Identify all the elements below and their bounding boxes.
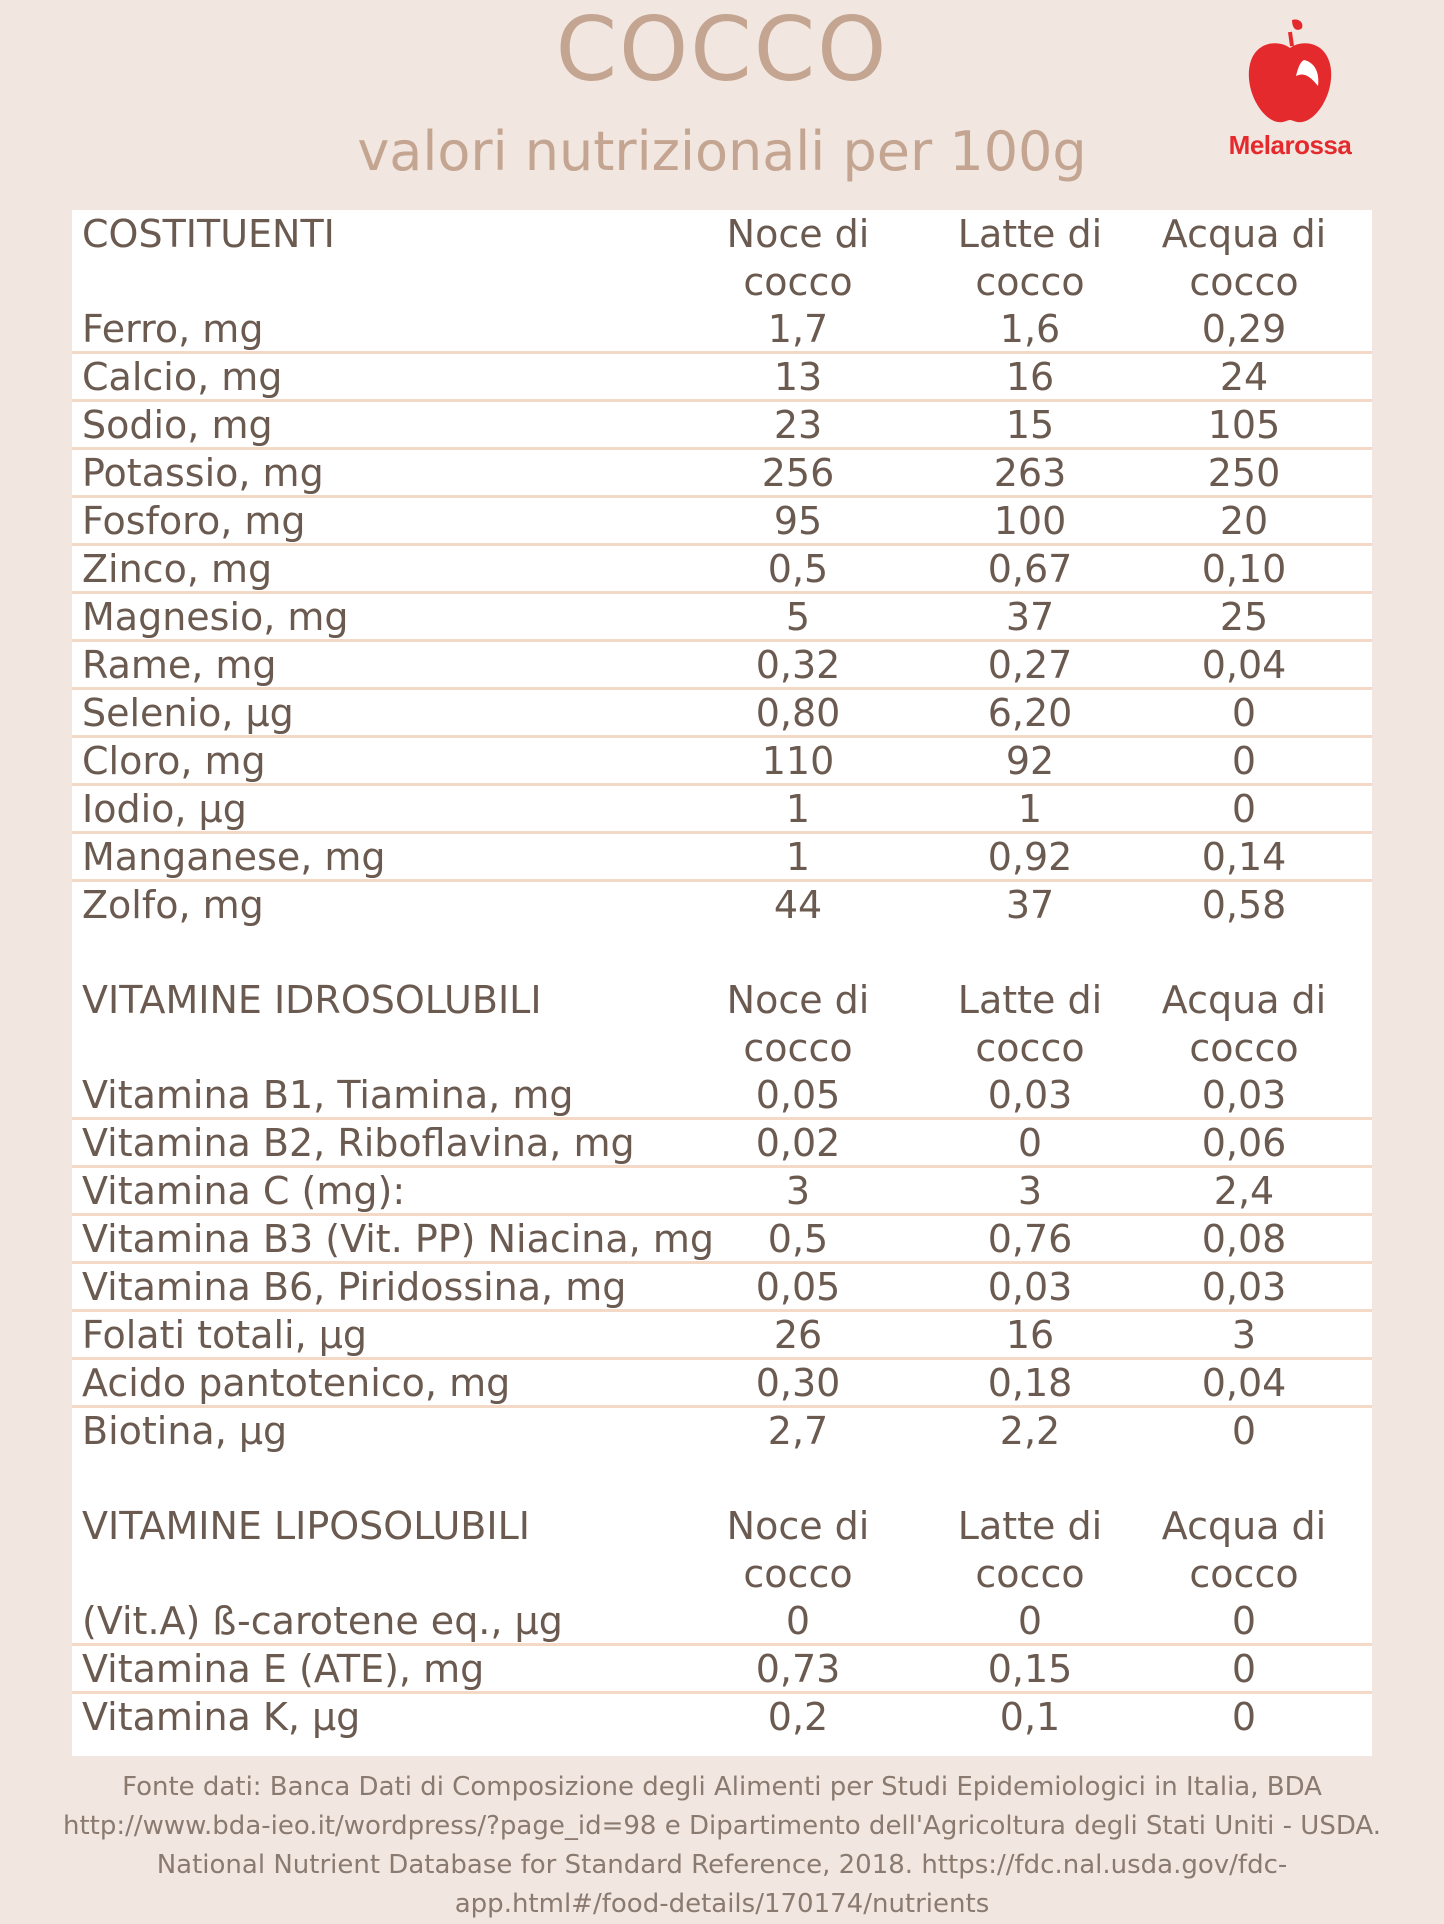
- table-row: [72, 786, 1372, 834]
- row-value: 13: [773, 355, 823, 399]
- row-label: Vitamina B6, Piridossina, mg: [82, 1265, 627, 1309]
- row-value: 0,80: [755, 691, 841, 735]
- table-row: [72, 1360, 1372, 1408]
- row-value: 0: [1231, 1409, 1257, 1453]
- page-subtitle: valori nutrizionali per 100g: [357, 120, 1087, 183]
- row-value: 16: [1005, 1313, 1055, 1357]
- table-row: [72, 498, 1372, 546]
- row-value: 0,02: [755, 1121, 841, 1165]
- table-row: [72, 1598, 1372, 1646]
- table-row: [72, 546, 1372, 594]
- column-header: Latte di cocco: [957, 1504, 1103, 1596]
- row-label: Manganese, mg: [82, 835, 386, 879]
- table-row: [72, 306, 1372, 354]
- table-row: [72, 1694, 1372, 1739]
- section-vitamine-idrosolubili: [72, 976, 1372, 1453]
- row-value: 37: [1005, 595, 1055, 639]
- row-value: 44: [773, 883, 823, 927]
- table-row: [72, 1168, 1372, 1216]
- row-value: 0: [1231, 739, 1257, 783]
- source-note: Fonte dati: Banca Dati di Composizione degli Alimenti per Studi Epidemiologici in Italia, BDA http://www.bda-ieo.it/wordpress/?page_id=98 e Dipartimento dell'Agricoltura degli Stati Uniti - USDA. National Nutrient Database for Standard Reference, 2018. https://fdc.nal.usda.gov/fdc-app.html#/food-details/170174/nutrients: [62, 1772, 1381, 1919]
- row-label: Fosforo, mg: [82, 499, 306, 543]
- table-row: [72, 1216, 1372, 1264]
- table-row: [72, 402, 1372, 450]
- table-row: [72, 594, 1372, 642]
- row-label: Sodio, mg: [82, 403, 273, 447]
- row-value: 0,92: [987, 835, 1073, 879]
- row-value: 24: [1219, 355, 1269, 399]
- section-label: VITAMINE IDROSOLUBILI: [82, 978, 542, 1022]
- row-value: 2,2: [999, 1409, 1061, 1453]
- row-value: 92: [1005, 739, 1055, 783]
- row-value: 110: [761, 739, 835, 783]
- row-value: 0,03: [987, 1073, 1073, 1117]
- table-row: [72, 738, 1372, 786]
- section-vitamine-liposolubili: [72, 1502, 1372, 1739]
- row-value: 95: [773, 499, 823, 543]
- row-value: 1: [785, 787, 811, 831]
- section-label: COSTITUENTI: [82, 212, 335, 256]
- row-value: 3: [785, 1169, 811, 1213]
- row-label: Ferro, mg: [82, 307, 264, 351]
- row-value: 0,05: [755, 1073, 841, 1117]
- table-row: [72, 354, 1372, 402]
- row-value: 0: [1231, 787, 1257, 831]
- row-value: 0,5: [767, 1217, 829, 1261]
- row-value: 0,03: [987, 1265, 1073, 1309]
- row-value: 1,6: [999, 307, 1061, 351]
- row-label: Vitamina C (mg):: [82, 1169, 406, 1213]
- row-label: Magnesio, mg: [82, 595, 349, 639]
- row-value: 0,08: [1201, 1217, 1287, 1261]
- row-value: 0: [1231, 1695, 1257, 1739]
- table-row: [72, 1408, 1372, 1453]
- row-value: 5: [785, 595, 811, 639]
- row-value: 6,20: [987, 691, 1073, 735]
- column-header: Noce di cocco: [726, 212, 870, 304]
- row-value: 0,1: [999, 1695, 1061, 1739]
- row-value: 0,2: [767, 1695, 829, 1739]
- row-value: 0,03: [1201, 1073, 1287, 1117]
- row-value: 105: [1207, 403, 1281, 447]
- row-value: 3: [1017, 1169, 1043, 1213]
- column-header: Noce di cocco: [726, 1504, 870, 1596]
- table-row: [72, 450, 1372, 498]
- table-row: [72, 834, 1372, 882]
- brand-logo: [1220, 16, 1360, 161]
- row-value: 0,15: [987, 1647, 1073, 1691]
- row-value: 0,06: [1201, 1121, 1287, 1165]
- row-value: 0,30: [755, 1361, 841, 1405]
- row-value: 3: [1231, 1313, 1257, 1357]
- row-value: 0: [1231, 691, 1257, 735]
- row-value: 0,67: [987, 547, 1073, 591]
- row-value: 16: [1005, 355, 1055, 399]
- row-value: 0,10: [1201, 547, 1287, 591]
- section-header: [72, 210, 1372, 306]
- row-value: 250: [1207, 451, 1281, 495]
- column-header: Latte di cocco: [957, 212, 1103, 304]
- section-costituenti: [72, 210, 1372, 927]
- row-value: 2,7: [767, 1409, 829, 1453]
- row-value: 0: [1231, 1647, 1257, 1691]
- row-label: Rame, mg: [82, 643, 277, 687]
- row-value: 100: [993, 499, 1067, 543]
- nutrition-table: [72, 210, 1372, 1756]
- column-header: Latte di cocco: [957, 978, 1103, 1070]
- table-row: [72, 882, 1372, 927]
- row-label: (Vit.A) ß-carotene eq., µg: [82, 1599, 563, 1643]
- column-header: Acqua di cocco: [1161, 1504, 1327, 1596]
- row-value: 0,04: [1201, 643, 1287, 687]
- table-row: [72, 1312, 1372, 1360]
- row-label: Acido pantotenico, mg: [82, 1361, 511, 1405]
- row-label: Vitamina E (ATE), mg: [82, 1647, 485, 1691]
- table-row: [72, 690, 1372, 738]
- row-label: Vitamina B3 (Vit. PP) Niacina, mg: [82, 1217, 714, 1261]
- row-value: 20: [1219, 499, 1269, 543]
- row-value: 26: [773, 1313, 823, 1357]
- row-value: 1: [785, 835, 811, 879]
- row-label: Iodio, µg: [82, 787, 247, 831]
- row-label: Selenio, µg: [82, 691, 294, 735]
- section-header: [72, 976, 1372, 1072]
- row-label: Vitamina B2, Riboflavina, mg: [82, 1121, 635, 1165]
- row-label: Cloro, mg: [82, 739, 266, 783]
- row-value: 1,7: [767, 307, 829, 351]
- row-value: 0: [785, 1599, 811, 1643]
- row-value: 256: [761, 451, 835, 495]
- row-value: 0,04: [1201, 1361, 1287, 1405]
- row-value: 0,27: [987, 643, 1073, 687]
- column-header: Acqua di cocco: [1161, 978, 1327, 1070]
- row-value: 0,5: [767, 547, 829, 591]
- row-value: 1: [1017, 787, 1043, 831]
- row-label: Vitamina B1, Tiamina, mg: [82, 1073, 574, 1117]
- table-row: [72, 1120, 1372, 1168]
- row-label: Folati totali, µg: [82, 1313, 368, 1357]
- section-header: [72, 1502, 1372, 1598]
- row-value: 0: [1017, 1599, 1043, 1643]
- table-row: [72, 1072, 1372, 1120]
- brand-name: Melarossa: [1228, 130, 1352, 160]
- apple-icon: [1242, 16, 1338, 128]
- row-label: Zolfo, mg: [82, 883, 264, 927]
- row-value: 23: [773, 403, 823, 447]
- row-value: 0,14: [1201, 835, 1287, 879]
- row-label: Zinco, mg: [82, 547, 273, 591]
- row-value: 0: [1231, 1599, 1257, 1643]
- row-label: Calcio, mg: [82, 355, 283, 399]
- row-label: Potassio, mg: [82, 451, 324, 495]
- table-row: [72, 642, 1372, 690]
- row-value: 15: [1005, 403, 1055, 447]
- section-label: VITAMINE LIPOSOLUBILI: [82, 1504, 530, 1548]
- row-value: 0,76: [987, 1217, 1073, 1261]
- row-value: 263: [993, 451, 1067, 495]
- row-value: 0,32: [755, 643, 841, 687]
- row-label: Biotina, µg: [82, 1409, 288, 1453]
- row-value: 0,29: [1201, 307, 1287, 351]
- column-header: Acqua di cocco: [1161, 212, 1327, 304]
- table-row: [72, 1646, 1372, 1694]
- row-value: 0,18: [987, 1361, 1073, 1405]
- row-value: 0,58: [1201, 883, 1287, 927]
- row-value: 37: [1005, 883, 1055, 927]
- row-value: 0,73: [755, 1647, 841, 1691]
- row-value: 25: [1219, 595, 1269, 639]
- page-title: COCCO: [555, 0, 889, 101]
- row-value: 0,05: [755, 1265, 841, 1309]
- row-label: Vitamina K, µg: [82, 1695, 361, 1739]
- row-value: 2,4: [1213, 1169, 1275, 1213]
- table-row: [72, 1264, 1372, 1312]
- row-value: 0: [1017, 1121, 1043, 1165]
- row-value: 0,03: [1201, 1265, 1287, 1309]
- column-header: Noce di cocco: [726, 978, 870, 1070]
